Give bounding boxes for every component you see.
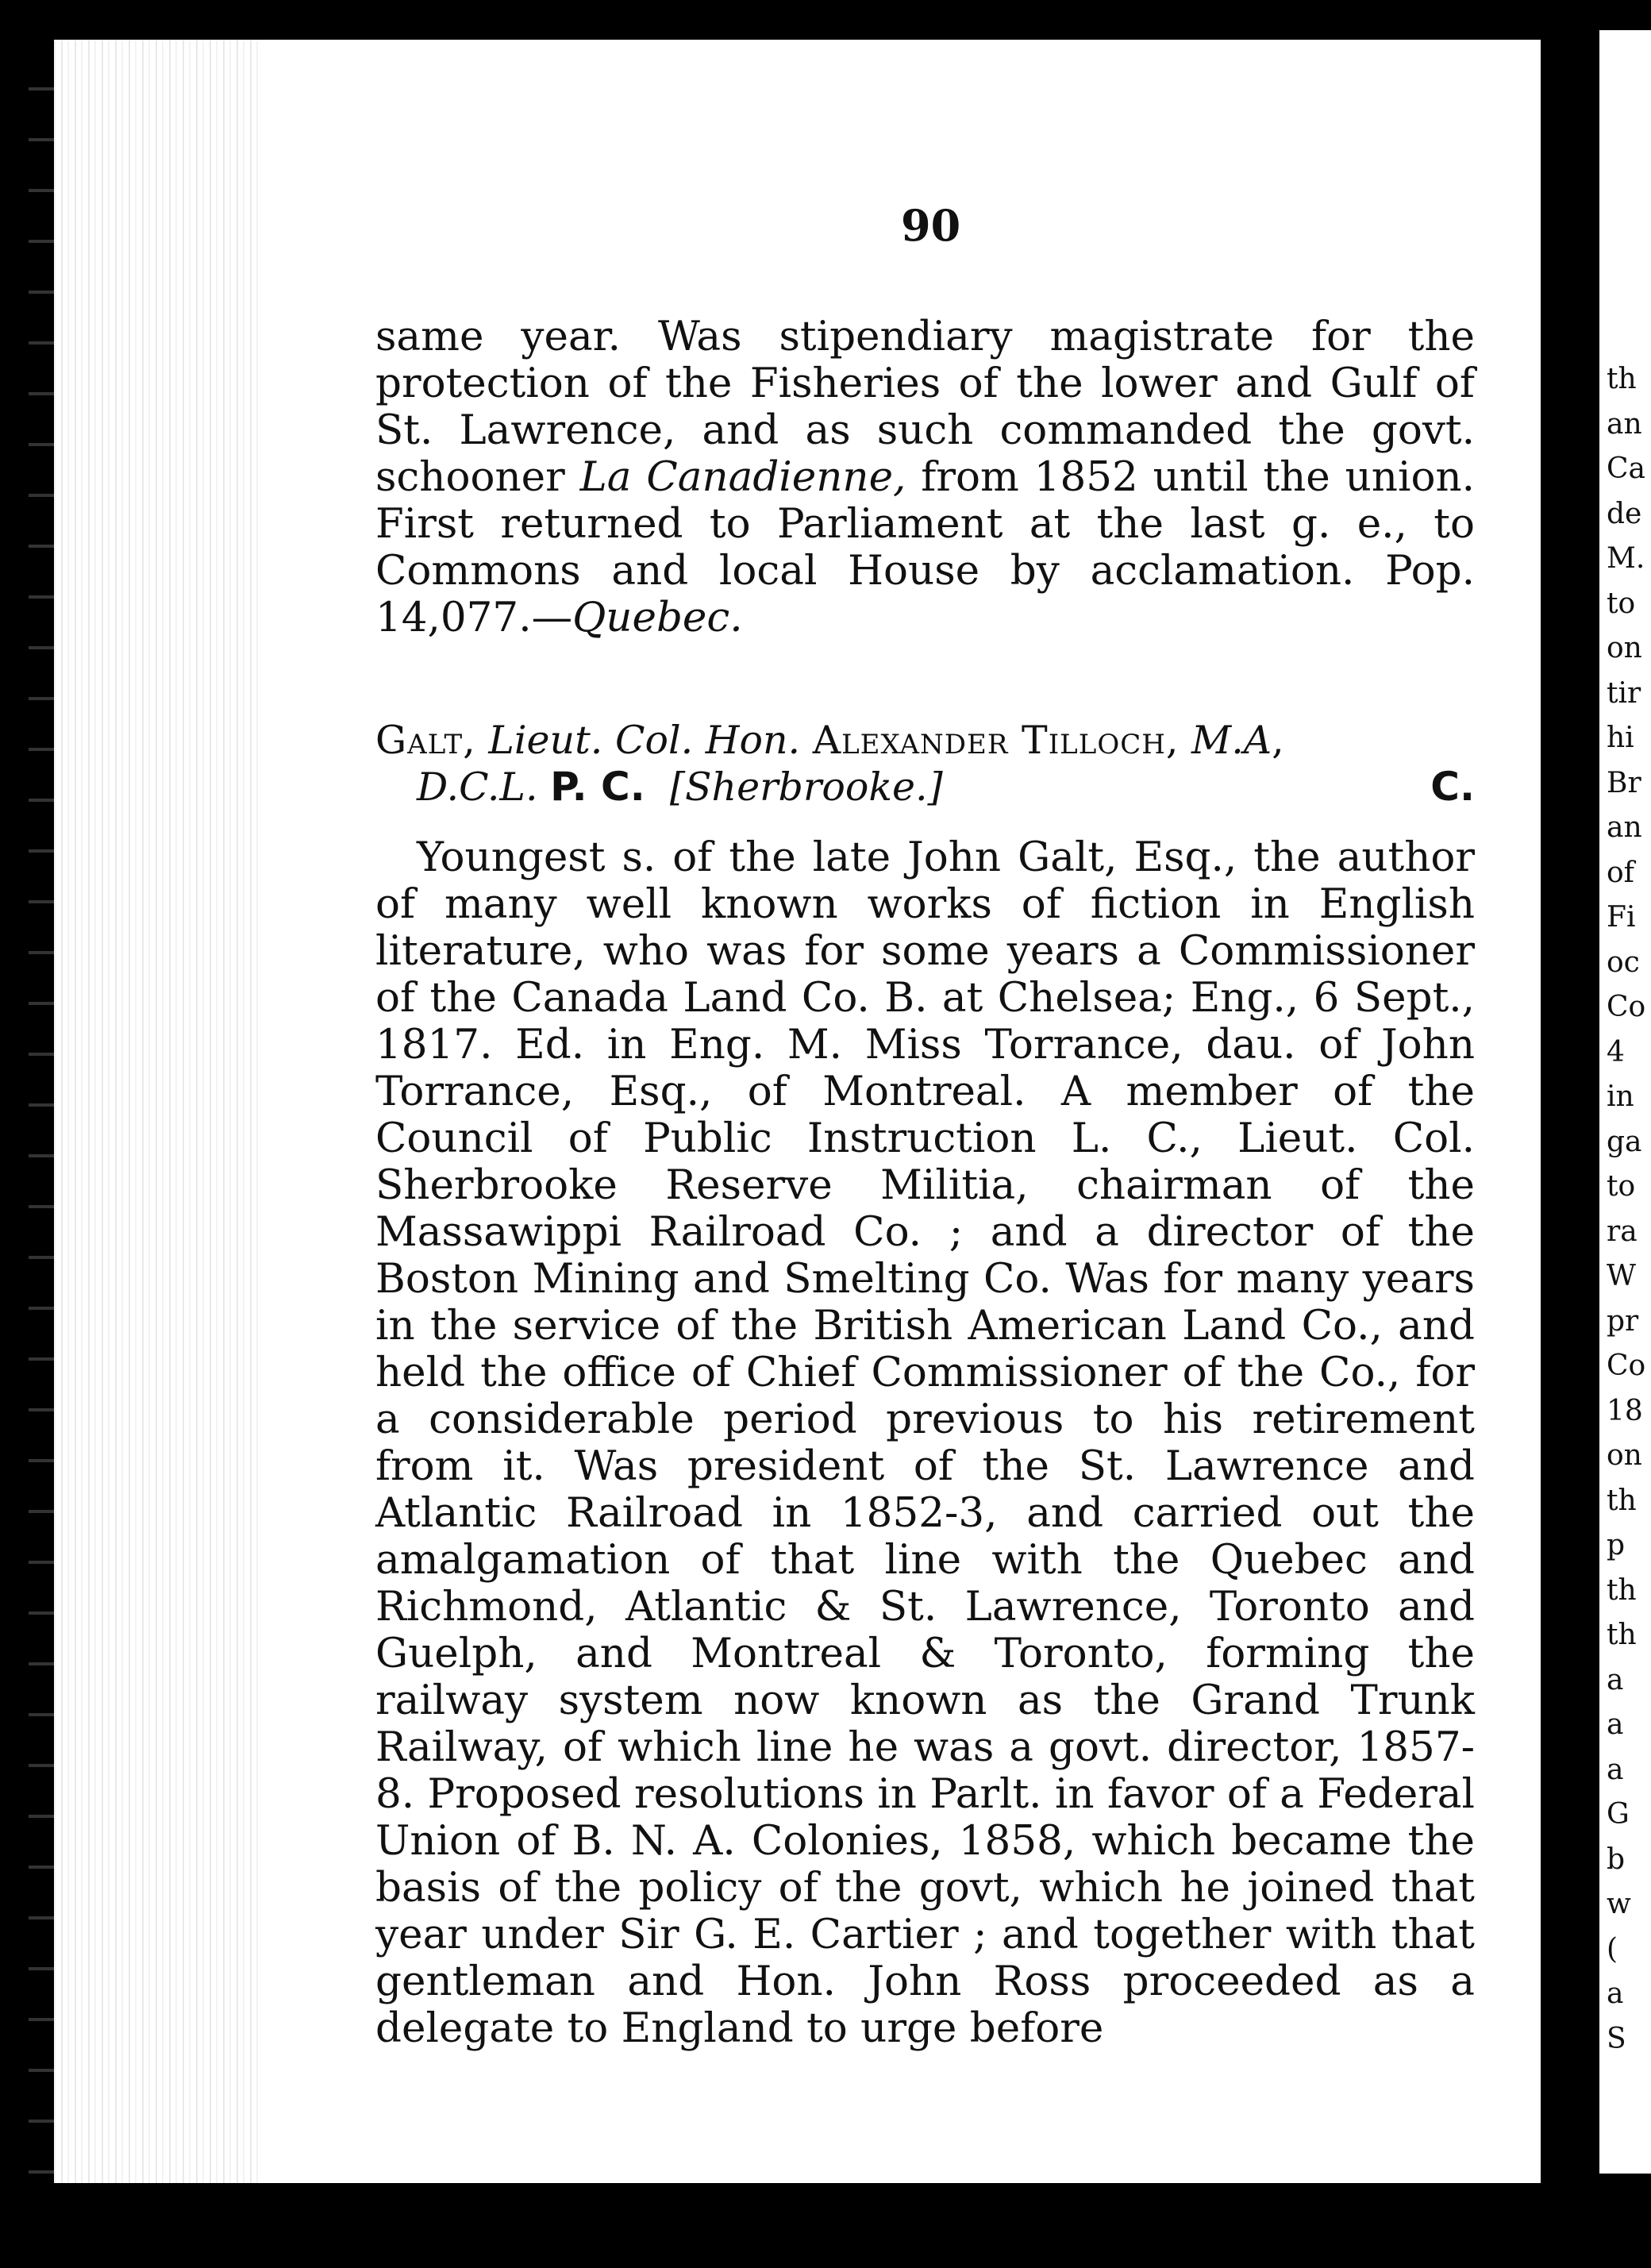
- right-page-fragment: Co: [1607, 1350, 1646, 1382]
- right-page-fragment: on: [1607, 632, 1642, 664]
- right-page-fragment: th: [1607, 1619, 1637, 1651]
- text-column: [375, 314, 1475, 2052]
- right-page-fragment: 4: [1607, 1035, 1625, 1069]
- place-name: Quebec.: [572, 594, 743, 641]
- right-page-fragment: to: [1607, 1170, 1636, 1203]
- top-paragraph: [375, 314, 1475, 641]
- right-page-fragment: an: [1607, 407, 1642, 441]
- right-page-fragment: in: [1607, 1080, 1634, 1113]
- entry-heading-line-1: Galt, Lieut. Col. Hon. Alexander Tilloch, M.A,: [375, 718, 1284, 763]
- entry-body: Youngest s. of the late John Galt, Esq., the author of many well known works of fiction in English literature, who was for some years a Commissioner of the Canada Land Co. B. at Chelsea; Eng., 6 Sept., 1817. Ed. in Eng. M. Miss Torrance, dau. of John Torrance, Esq., of Montreal. A member of the Council of Public Instruction L. C., Lieut. Col. Sherbrooke Reserve Militia, chairman of the Massawippi Railroad Co. ; and a director of the Boston Mining and Smelting Co. Was for many years in the service of the British American Land Co., and held the office of Chief Commissioner of the Co., for a considerable period previous to his retirement from it. Was president of the St. Lawrence and Atlantic Railroad in 1852-3, and carried out the amalgamation of that line with the Quebec and Richmond, Atlantic & St. Lawrence, Toronto and Guelph, and Montreal & Toronto, forming the railway system now known as the Grand Trunk Railway, of which line he was a govt. director, 1857-8. Proposed resolutions in Parlt. in favor of a Federal Union of B. N. A. Colonies, 1858, which became the basis of the policy of the govt, which he joined that year under Sir G. E. Cartier ; and together with that gentleman and Hon. John Ross proceeded as a delegate to England to urge before: [375, 834, 1475, 2052]
- right-page-fragment: 18: [1607, 1394, 1643, 1427]
- ship-name: La Canadienne,: [579, 453, 906, 501]
- right-page-fragment: tir: [1607, 676, 1641, 710]
- right-page-fragment: a: [1607, 1753, 1624, 1786]
- right-page-fragment: G: [1607, 1798, 1630, 1831]
- entry-given-names: Alexander Tilloch,: [812, 718, 1180, 763]
- entry-degree-1: M.A: [1191, 718, 1272, 763]
- right-page-fragment: ga: [1607, 1125, 1642, 1158]
- right-page-fragment: on: [1607, 1439, 1642, 1472]
- right-page-fragment: (: [1607, 1932, 1618, 1966]
- right-page-fragment: w: [1607, 1888, 1631, 1920]
- right-page-fragment: M.: [1607, 542, 1645, 575]
- right-page-fragment: b: [1607, 1843, 1626, 1876]
- right-page-fragment: S: [1607, 2022, 1626, 2055]
- entry-heading: [375, 717, 1475, 811]
- right-page-fragment: pr: [1607, 1304, 1639, 1338]
- bottom-mark: [585, 2185, 595, 2197]
- right-page-fragment: a: [1607, 1977, 1624, 2010]
- right-page-fragment: a: [1607, 1663, 1624, 1696]
- right-page-fragment: th: [1607, 363, 1637, 395]
- entry-surname: Galt,: [375, 718, 476, 763]
- right-page-fragment: an: [1607, 811, 1642, 844]
- right-page-fragment: th: [1607, 1484, 1637, 1517]
- page-number: 90: [901, 200, 961, 251]
- right-page-fragment: hi: [1607, 722, 1634, 754]
- entry-rank: Lieut. Col. Hon.: [488, 718, 801, 763]
- right-page-fragment: to: [1607, 587, 1636, 620]
- right-page-fragment: Co: [1607, 991, 1646, 1023]
- right-page-fragment: Ca: [1607, 452, 1646, 485]
- right-page-fragment: th: [1607, 1573, 1637, 1607]
- right-page-fragment: a: [1607, 1708, 1624, 1741]
- right-page-fragment: oc: [1607, 945, 1640, 979]
- entry-heading-line-2: [375, 764, 1475, 811]
- right-page-fragment: W: [1607, 1260, 1637, 1292]
- entry-degree-2: D.C.L.: [417, 764, 538, 810]
- right-page-fragment: p: [1607, 1529, 1626, 1561]
- page-gutter: [29, 40, 259, 2183]
- entry-riding: [Sherbrooke.]: [669, 764, 943, 810]
- right-page-fragment: of: [1607, 856, 1634, 889]
- entry-party: C.: [1430, 764, 1475, 810]
- binding-edge: [29, 40, 54, 2183]
- privy-council-mark: P. C.: [550, 764, 645, 810]
- right-page-fragment: ra: [1607, 1215, 1638, 1248]
- top-paragraph-text-1: same year. Was stipendiary magistrate for the protection of the Fisheries of the lower and Gulf of St. Lawrence, and as such commanded the govt. schooner: [375, 313, 1475, 501]
- right-page-fragments: [1607, 357, 1645, 2062]
- top-paragraph-text-2: from 1852 until the union. First returned to Parliament at the last g. e., to Commons and local House by acclamation. Pop. 14,077.—: [375, 453, 1475, 641]
- right-page-fragment: de: [1607, 497, 1642, 530]
- right-page-fragment: Br: [1607, 766, 1641, 799]
- right-page-fragment: Fi: [1607, 901, 1636, 934]
